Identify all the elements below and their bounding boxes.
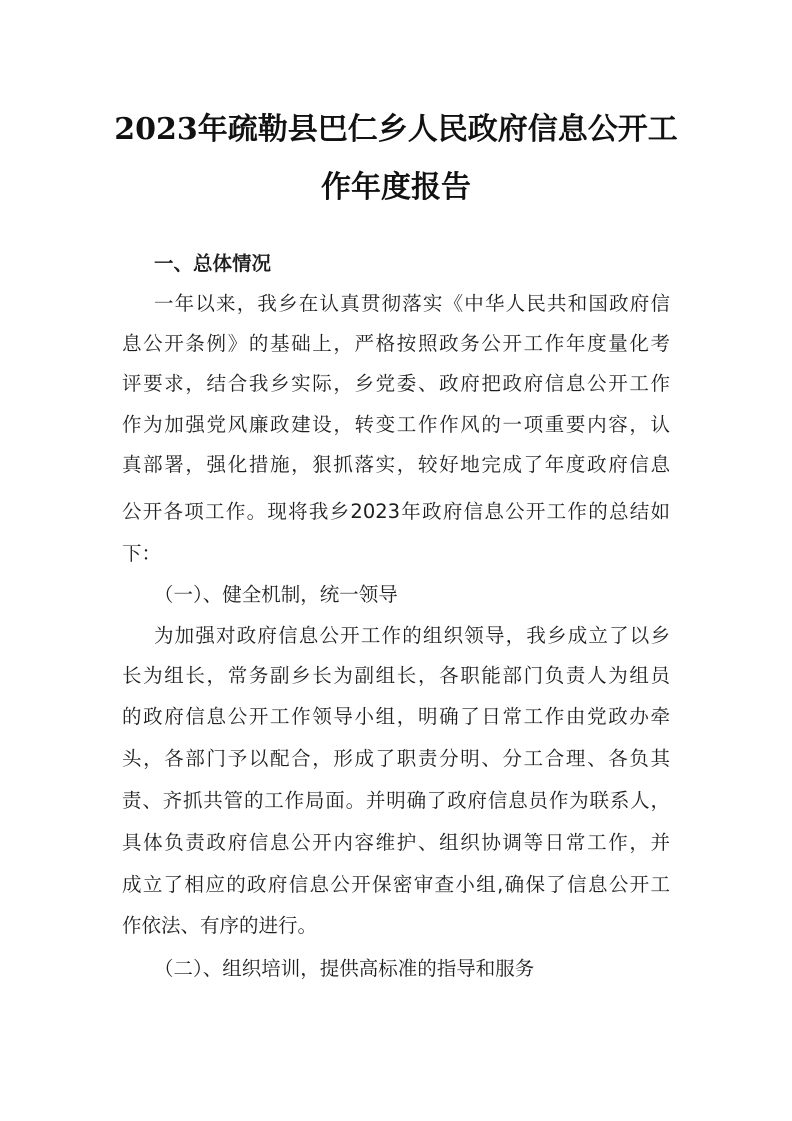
paragraph-line: 评要求，结合我乡实际，乡党委、政府把政府信息公开工作	[122, 372, 670, 395]
paragraph-line: 息公开条例》的基础上，严格按照政务公开工作年度量化考	[122, 332, 670, 355]
paragraph-line: 下：	[122, 542, 162, 565]
paragraph-line: 的政府信息公开工作领导小组，明确了日常工作由党政办牵	[122, 705, 670, 728]
paragraph-line: 具体负责政府信息公开内容维护、组织协调等日常工作，并	[122, 831, 670, 854]
document-title-line-1: 2023年疏勒县巴仁乡人民政府信息公开工	[114, 112, 678, 147]
section-heading-overview: 一、总体情况	[154, 252, 272, 275]
paragraph-line: 公开各项工作。现将我乡2023年政府信息公开工作的总结如	[122, 500, 670, 523]
paragraph-line: 头，各部门予以配合，形成了职责分明、分工合理、各负其	[122, 747, 670, 770]
paragraph-line: 真部署，强化措施，狠抓落实，较好地完成了年度政府信息	[122, 453, 670, 476]
paragraph-line: 一年以来，我乡在认真贯彻落实《中华人民共和国政府信	[154, 292, 670, 315]
paragraph-line: 作依法、有序的进行。	[122, 914, 318, 937]
paragraph-line: 作为加强党风廉政建设，转变工作作风的一项重要内容，认	[122, 413, 670, 436]
paragraph-line: 长为组长，常务副乡长为副组长，各职能部门负责人为组员	[122, 664, 670, 687]
paragraph-line: 成立了相应的政府信息公开保密审查小组,确保了信息公开工	[122, 873, 670, 896]
subsection-heading-2: （二）、组织培训，提供高标准的指导和服务	[154, 957, 535, 980]
paragraph-line: 责、齐抓共管的工作局面。并明确了政府信息员作为联系人，	[122, 789, 670, 812]
subsection-heading-1: （一）、健全机制，统一领导	[154, 583, 398, 606]
paragraph-line: 为加强对政府信息公开工作的组织领导，我乡成立了以乡	[154, 624, 670, 647]
document-title-line-2: 作年度报告	[321, 170, 471, 205]
